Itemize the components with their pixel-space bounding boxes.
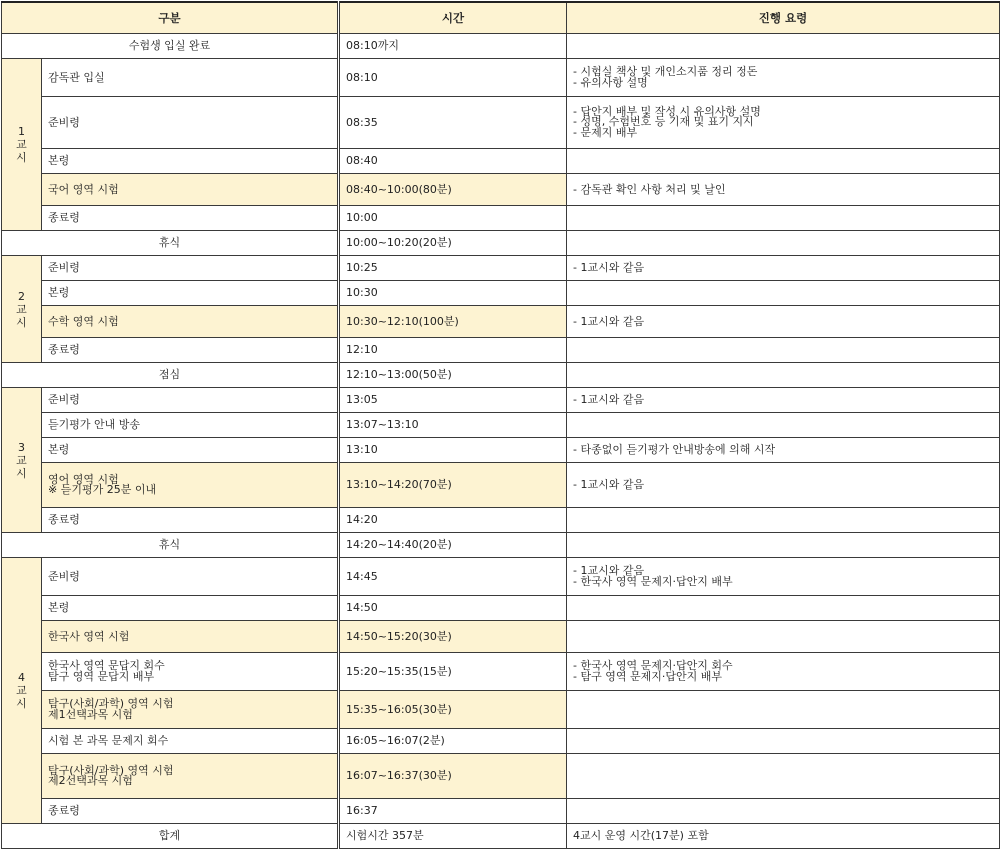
period-label xyxy=(2,558,42,824)
item-name: 준비령 xyxy=(42,97,339,149)
schedule-row xyxy=(2,413,1000,438)
item-time: 14:20 xyxy=(339,508,567,533)
header-procedure: 진행 요령 xyxy=(567,2,1000,34)
schedule-row xyxy=(2,388,1000,413)
procedure-note-line: - 답안지 배부 및 작성 시 유의사항 설명 xyxy=(573,104,761,118)
item-time: 13:10 xyxy=(339,438,567,463)
schedule-row xyxy=(2,174,1000,206)
break-time: 14:20~14:40(20분) xyxy=(339,533,567,558)
entry-time: 08:10까지 xyxy=(339,34,567,59)
item-time: 15:35~16:05(30분) xyxy=(339,691,567,729)
item-procedure xyxy=(567,799,1000,824)
schedule-row xyxy=(2,596,1000,621)
procedure-note-line: - 감독관 확인 사항 처리 및 날인 xyxy=(573,182,726,196)
period-label-char: 시 xyxy=(16,697,27,710)
break-time: 10:00~10:20(20분) xyxy=(339,231,567,256)
item-name: 준비령 xyxy=(42,558,339,596)
period-label-char: 3 xyxy=(18,440,25,454)
break-label: 휴식 xyxy=(2,533,339,558)
schedule-row xyxy=(2,149,1000,174)
item-time: 10:00 xyxy=(339,206,567,231)
procedure-note-line: - 문제지 배부 xyxy=(573,125,638,139)
item-time: 08:35 xyxy=(339,97,567,149)
period-label-char: 교 xyxy=(16,302,27,316)
item-name-line: 탐구(사회/과학) 영역 시험 xyxy=(48,763,174,777)
item-procedure xyxy=(567,691,1000,729)
lunch-label: 점심 xyxy=(2,363,339,388)
procedure-note-line: - 타종없이 듣기평가 안내방송에 의해 시작 xyxy=(573,443,776,456)
total-row xyxy=(2,824,1000,849)
item-name: 국어 영역 시험 xyxy=(42,174,339,206)
item-procedure xyxy=(567,438,1000,463)
schedule-row xyxy=(2,256,1000,281)
item-name xyxy=(42,691,339,729)
item-name: 준비령 xyxy=(42,388,339,413)
item-name: 종료령 xyxy=(42,206,339,231)
item-name-line: 제2선택과목 시험 xyxy=(48,774,133,787)
item-name: 수학 영역 시험 xyxy=(42,306,339,338)
item-procedure xyxy=(567,463,1000,508)
item-name-line: 탐구(사회/과학) 영역 시험 xyxy=(48,697,174,710)
item-name: 시험 본 과목 문제지 회수 xyxy=(42,729,339,754)
schedule-row xyxy=(2,508,1000,533)
item-name: 본령 xyxy=(42,438,339,463)
item-time: 10:30 xyxy=(339,281,567,306)
schedule-row xyxy=(2,754,1000,799)
item-time: 15:20~15:35(15분) xyxy=(339,653,567,691)
item-procedure xyxy=(567,596,1000,621)
period-label xyxy=(2,256,42,363)
item-name: 종료령 xyxy=(42,338,339,363)
schedule-row xyxy=(2,729,1000,754)
item-procedure xyxy=(567,558,1000,596)
procedure-note-line: - 성명, 수험번호 등 기재 및 표기 지시 xyxy=(573,115,754,129)
schedule-row xyxy=(2,306,1000,338)
schedule-row xyxy=(2,653,1000,691)
item-name-line: 제1선택과목 시험 xyxy=(48,707,133,721)
period-label-char: 4 xyxy=(18,671,25,684)
period-label-char: 교 xyxy=(16,138,27,151)
item-time: 10:30~12:10(100분) xyxy=(339,306,567,338)
item-time: 14:50 xyxy=(339,596,567,621)
break-note xyxy=(567,231,1000,256)
break-label: 휴식 xyxy=(2,231,339,256)
item-name: 듣기평가 안내 방송 xyxy=(42,413,339,438)
item-name xyxy=(42,754,339,799)
break-note xyxy=(567,533,1000,558)
total-label: 합계 xyxy=(2,824,339,849)
total-note: 4교시 운영 시간(17분) 포함 xyxy=(567,824,1000,849)
schedule-row xyxy=(2,338,1000,363)
period-label-char: 시 xyxy=(16,151,27,164)
procedure-note-line: - 유의사항 설명 xyxy=(573,75,648,89)
item-time: 14:50~15:20(30분) xyxy=(339,621,567,653)
item-time: 08:40~10:00(80분) xyxy=(339,174,567,206)
schedule-row xyxy=(2,691,1000,729)
item-name: 한국사 영역 시험 xyxy=(42,621,339,653)
period-label-char: 시 xyxy=(16,466,27,480)
item-procedure xyxy=(567,388,1000,413)
item-procedure xyxy=(567,174,1000,206)
item-time: 12:10 xyxy=(339,338,567,363)
item-procedure xyxy=(567,754,1000,799)
item-name: 본령 xyxy=(42,596,339,621)
item-time: 14:45 xyxy=(339,558,567,596)
item-name: 종료령 xyxy=(42,508,339,533)
period-label-char: 1 xyxy=(18,125,25,138)
procedure-note-line: - 1교시와 같음 xyxy=(573,478,645,491)
period-label-char: 2 xyxy=(18,289,25,303)
procedure-note-line: - 탐구 영역 문제지·답안지 배부 xyxy=(573,669,722,683)
item-time: 16:37 xyxy=(339,799,567,824)
item-procedure xyxy=(567,149,1000,174)
item-time: 13:07~13:10 xyxy=(339,413,567,438)
item-name: 준비령 xyxy=(42,256,339,281)
item-time: 16:07~16:37(30분) xyxy=(339,754,567,799)
procedure-note-line: - 1교시와 같음 xyxy=(573,314,645,328)
item-procedure xyxy=(567,621,1000,653)
header-row xyxy=(2,2,1000,34)
header-category: 구분 xyxy=(2,2,339,34)
procedure-note-line: - 1교시와 같음 xyxy=(573,393,645,406)
schedule-row xyxy=(2,59,1000,97)
period-label xyxy=(2,388,42,533)
period-label xyxy=(2,59,42,231)
period-label-char: 시 xyxy=(16,315,27,329)
entry-label: 수험생 입실 완료 xyxy=(2,34,339,59)
exam-schedule-table xyxy=(1,1,1000,849)
item-name-line: 탐구 영역 문답지 배부 xyxy=(48,669,155,683)
item-procedure xyxy=(567,281,1000,306)
item-time: 08:10 xyxy=(339,59,567,97)
header-time: 시간 xyxy=(339,2,567,34)
item-name xyxy=(42,653,339,691)
item-time: 13:10~14:20(70분) xyxy=(339,463,567,508)
item-name: 종료령 xyxy=(42,799,339,824)
lunch-time: 12:10~13:00(50분) xyxy=(339,363,567,388)
item-procedure xyxy=(567,729,1000,754)
item-time: 13:05 xyxy=(339,388,567,413)
schedule-row xyxy=(2,438,1000,463)
item-name: 감독관 입실 xyxy=(42,59,339,97)
break-row xyxy=(2,231,1000,256)
schedule-row xyxy=(2,206,1000,231)
lunch-row xyxy=(2,363,1000,388)
item-procedure xyxy=(567,508,1000,533)
break-row xyxy=(2,533,1000,558)
item-name: 본령 xyxy=(42,149,339,174)
lunch-note xyxy=(567,363,1000,388)
schedule-body xyxy=(2,34,1000,849)
item-name xyxy=(42,463,339,508)
item-name-line: ※ 듣기평가 25분 이내 xyxy=(48,483,157,496)
item-time: 08:40 xyxy=(339,149,567,174)
item-time: 10:25 xyxy=(339,256,567,281)
schedule-row xyxy=(2,799,1000,824)
schedule-row xyxy=(2,97,1000,149)
item-name-line: 한국사 영역 문답지 회수 xyxy=(48,659,165,672)
procedure-note-line: - 한국사 영역 문제지·답안지 회수 xyxy=(573,659,733,672)
item-procedure xyxy=(567,97,1000,149)
procedure-note-line: - 시험실 책상 및 개인소지품 정리 정돈 xyxy=(573,65,758,78)
procedure-note-line: - 1교시와 같음 xyxy=(573,261,645,274)
item-procedure xyxy=(567,413,1000,438)
item-name: 본령 xyxy=(42,281,339,306)
schedule-row xyxy=(2,558,1000,596)
schedule-row xyxy=(2,281,1000,306)
procedure-note-line: - 1교시와 같음 xyxy=(573,564,645,577)
entry-note xyxy=(567,34,1000,59)
schedule-row xyxy=(2,463,1000,508)
entry-row xyxy=(2,34,1000,59)
item-procedure xyxy=(567,59,1000,97)
item-time: 16:05~16:07(2분) xyxy=(339,729,567,754)
item-procedure xyxy=(567,653,1000,691)
item-procedure xyxy=(567,306,1000,338)
schedule-row xyxy=(2,621,1000,653)
item-procedure xyxy=(567,256,1000,281)
item-name-line: 영어 영역 시험 xyxy=(48,472,119,486)
period-label-char: 교 xyxy=(16,684,27,697)
procedure-note-line: - 한국사 영역 문제지·답안지 배부 xyxy=(573,574,733,588)
item-procedure xyxy=(567,206,1000,231)
total-time: 시험시간 357분 xyxy=(339,824,567,849)
period-label-char: 교 xyxy=(16,453,27,467)
item-procedure xyxy=(567,338,1000,363)
